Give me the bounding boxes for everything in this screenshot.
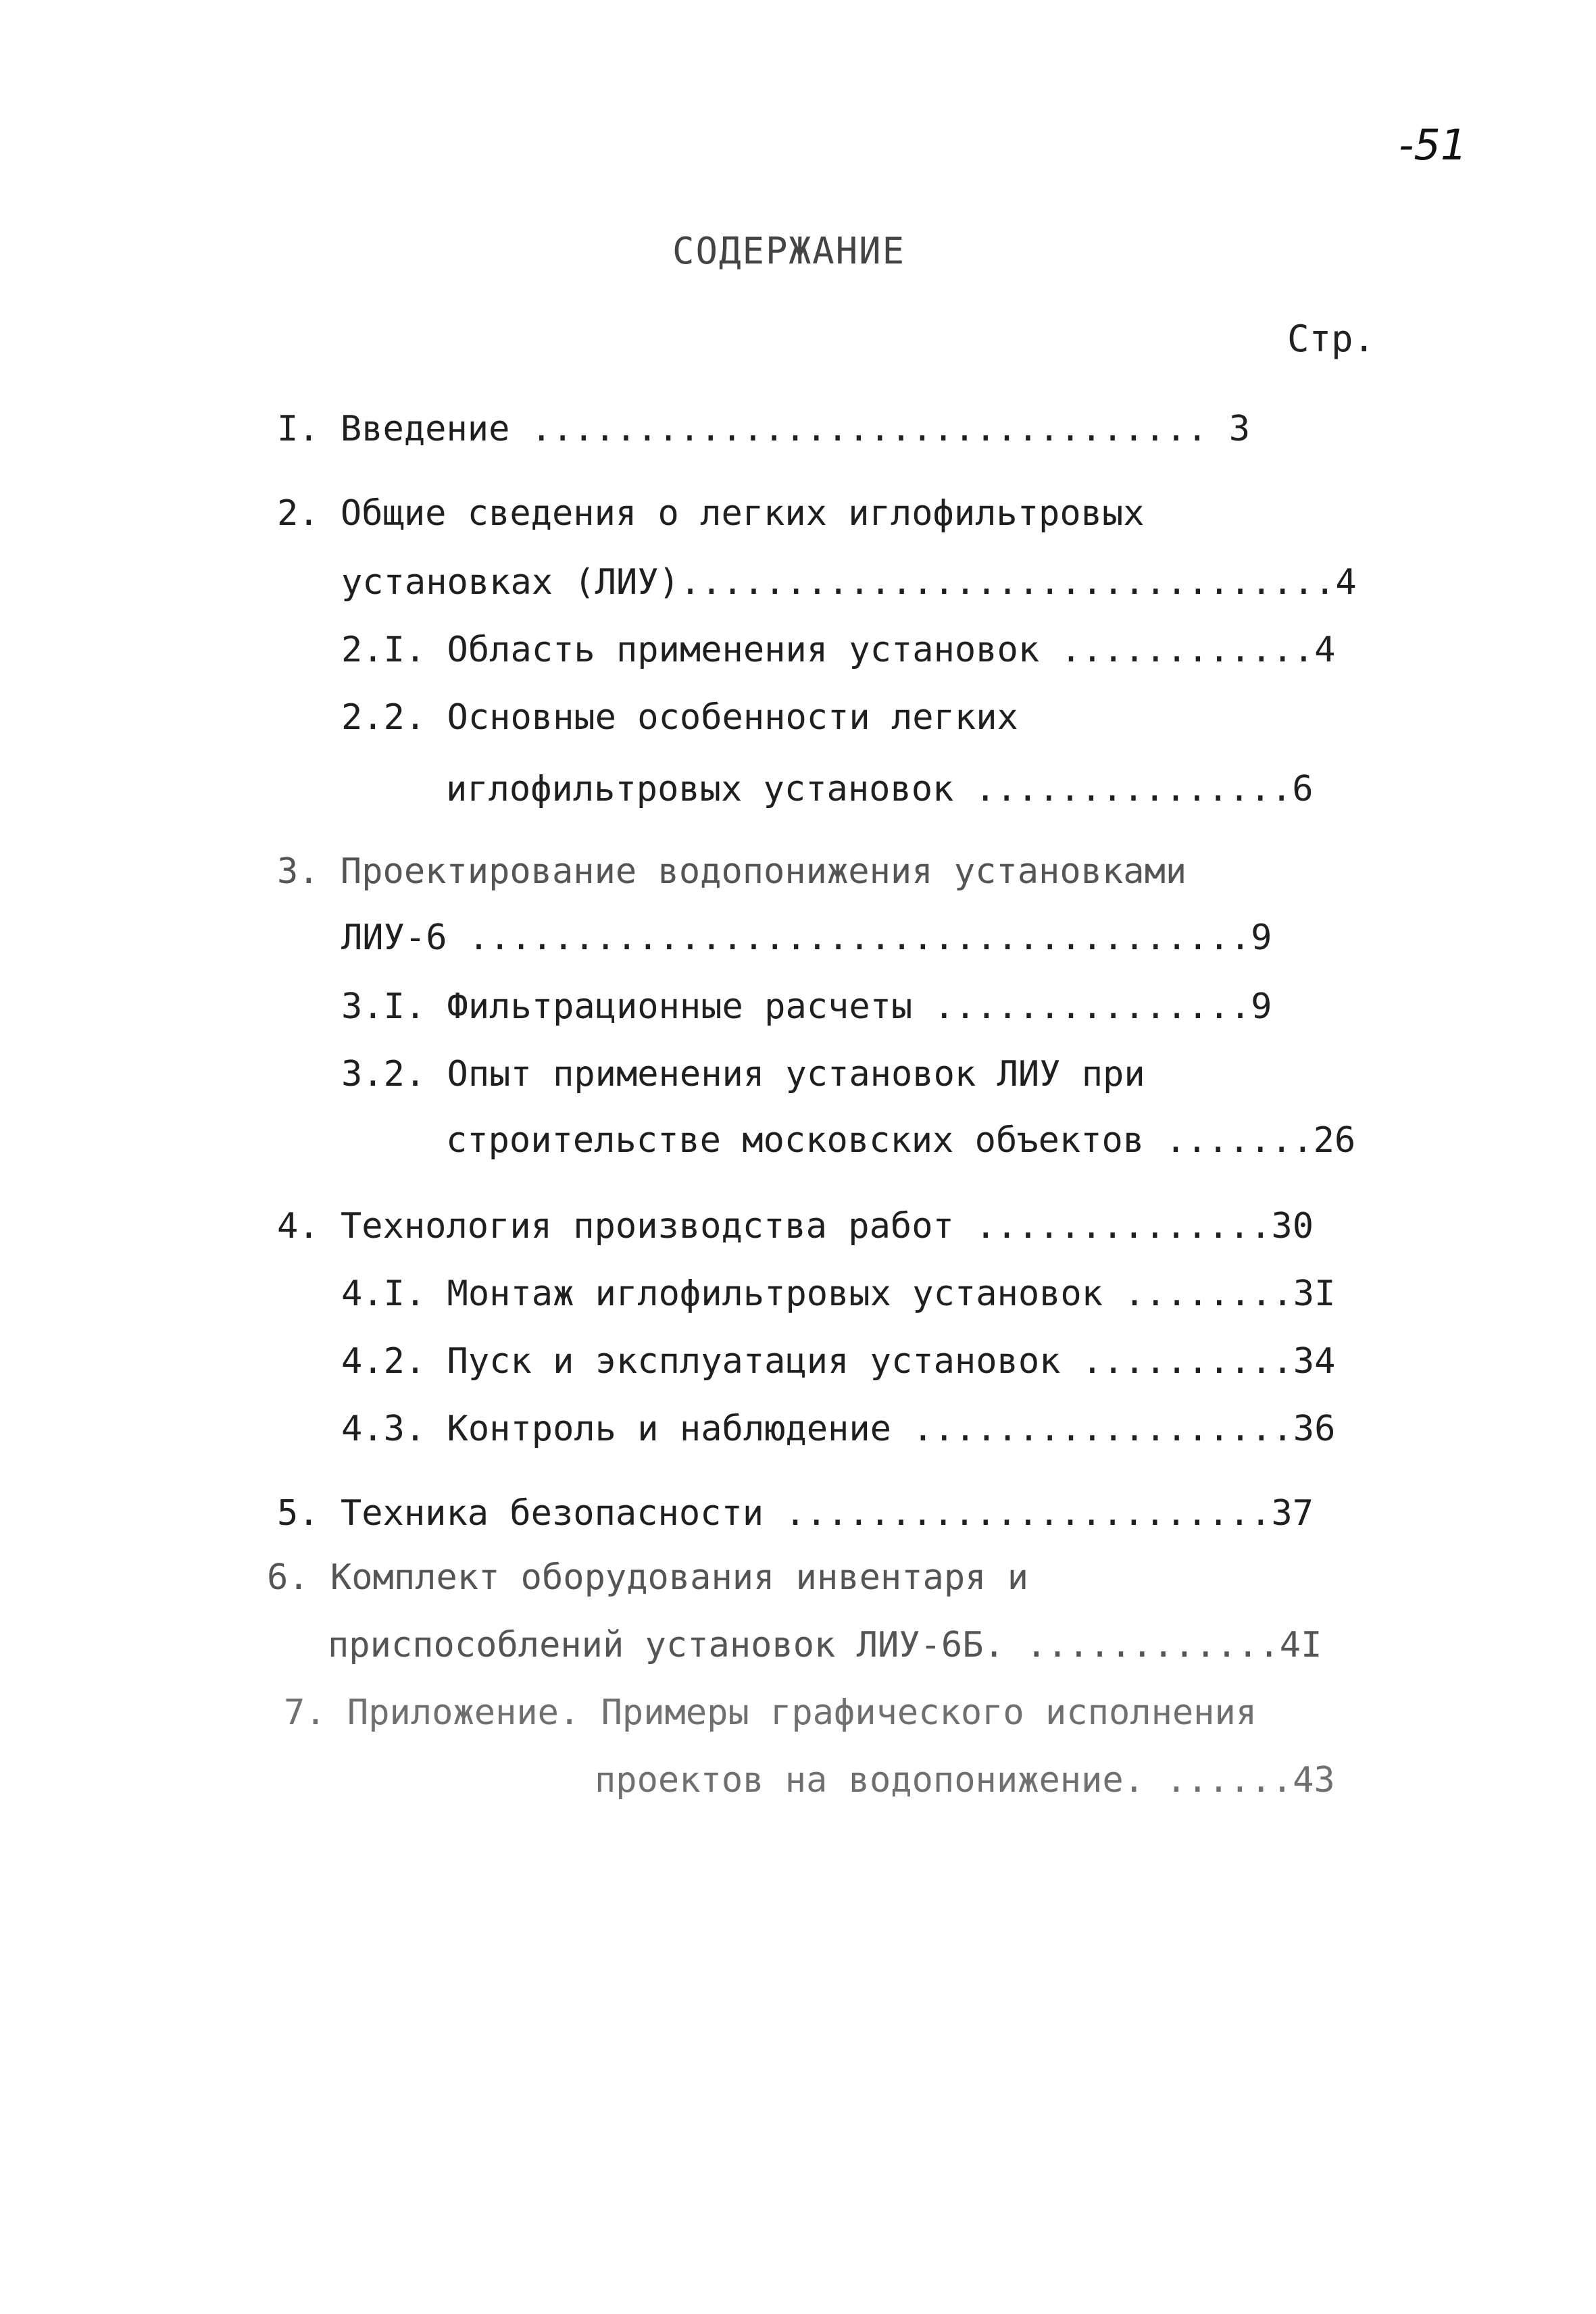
toc-entry: 4.2. Пуск и эксплуатация установок ..........34 (341, 1341, 1336, 1382)
toc-entry: 3.2. Опыт применения установок ЛИУ при (341, 1054, 1145, 1095)
toc-entry: строительстве московских объектов .......26 (446, 1120, 1356, 1161)
toc-entry: иглофильтровых установок ...............6 (446, 769, 1314, 809)
toc-entry: I. Введение ................................ 3 (277, 409, 1251, 449)
toc-entry: проектов на водопонижение. ......43 (595, 1760, 1335, 1801)
toc-entry: 6. Комплект оборудования инвентаря и (267, 1557, 1029, 1598)
toc-entry: 2. Общие сведения о легких иглофильтровых (277, 493, 1145, 534)
toc-entry: 2.I. Область применения установок ............4 (341, 630, 1336, 670)
toc-entry: ЛИУ-6 .....................................9 (341, 917, 1272, 958)
toc-entry: 4.I. Монтаж иглофильтровых установок ........3I (341, 1274, 1336, 1314)
toc-entry: приспособлений установок ЛИУ-6Б. ............4I (328, 1625, 1322, 1665)
page-number: -51 (1399, 120, 1468, 170)
toc-entry: 2.2. Основные особенности легких (341, 697, 1018, 738)
page-title: СОДЕРЖАНИЕ (672, 230, 906, 272)
toc-entry: 3.I. Фильтрационные расчеты ...............9 (341, 986, 1272, 1027)
toc-entry: 3. Проектирование водопонижения установками (277, 851, 1187, 892)
page-column-label: Стр. (1287, 318, 1376, 360)
toc-entry: установках (ЛИУ)...............................4 (341, 562, 1357, 603)
toc-entry: 5. Техника безопасности .......................37 (277, 1493, 1314, 1534)
toc-entry: 7. Приложение. Примеры графического исполнения (284, 1692, 1257, 1733)
toc-entry: 4. Технология производства работ ..............30 (277, 1206, 1314, 1247)
toc-entry: 4.3. Контроль и наблюдение ..................36 (341, 1409, 1336, 1449)
